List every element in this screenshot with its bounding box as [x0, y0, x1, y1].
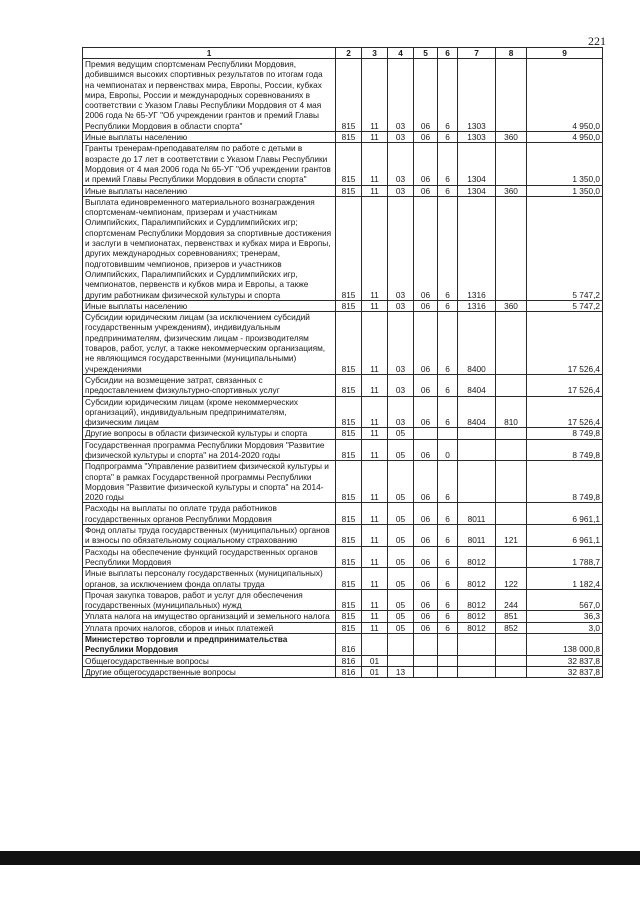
row-code-cell-8: [496, 59, 527, 132]
row-code-cell-7: [458, 634, 496, 656]
row-code-cell-3: 11: [362, 568, 388, 590]
row-code-cell-3: 11: [362, 589, 388, 611]
row-code-cell-4: 03: [388, 196, 414, 300]
row-code-cell-8: [496, 666, 527, 677]
row-amount-cell: 1 182,4: [527, 568, 603, 590]
table-row: [83, 503, 603, 525]
row-name-cell: Иные выплаты персоналу государственных (муниципальных) органов, за исключением фонда оплаты труда: [83, 568, 336, 590]
row-code-cell-6: 6: [438, 185, 458, 196]
row-code-cell-6: 6: [438, 611, 458, 622]
row-code-cell-5: 06: [414, 312, 438, 375]
table-row: [83, 655, 603, 666]
row-name-cell: Субсидии юридическим лицам (за исключением субсидий государственным учреждениям), индивидуальным предпринимателям, физическим лицам - производителям товаров, работ, услуг, а также некоммерческим организациям, не являющимся государственными (муниципальными) учреждениями: [83, 312, 336, 375]
row-code-cell-8: 244: [496, 589, 527, 611]
table-row: [83, 300, 603, 311]
column-header-9: 9: [527, 48, 603, 59]
row-code-cell-5: 06: [414, 196, 438, 300]
row-code-cell-2: 815: [336, 312, 362, 375]
row-code-cell-5: 06: [414, 143, 438, 185]
row-code-cell-8: [496, 196, 527, 300]
row-code-cell-3: 11: [362, 300, 388, 311]
row-code-cell-5: [414, 666, 438, 677]
column-header-1: 1: [83, 48, 336, 59]
row-code-cell-6: 6: [438, 132, 458, 143]
row-code-cell-4: 03: [388, 374, 414, 396]
row-code-cell-3: 11: [362, 525, 388, 547]
row-code-cell-4: 03: [388, 300, 414, 311]
row-code-cell-3: 11: [362, 312, 388, 375]
row-code-cell-2: 815: [336, 300, 362, 311]
row-code-cell-7: 1304: [458, 143, 496, 185]
row-code-cell-4: 05: [388, 428, 414, 439]
row-code-cell-3: 11: [362, 396, 388, 428]
row-name-cell: Прочая закупка товаров, работ и услуг для обеспечения государственных (муниципальных) нужд: [83, 589, 336, 611]
row-code-cell-2: 815: [336, 396, 362, 428]
row-amount-cell: 8 749,8: [527, 428, 603, 439]
row-code-cell-6: [438, 655, 458, 666]
row-code-cell-7: 1316: [458, 300, 496, 311]
column-header-6: 6: [438, 48, 458, 59]
row-code-cell-7: 8012: [458, 568, 496, 590]
row-name-cell: Иные выплаты населению: [83, 132, 336, 143]
row-code-cell-3: 11: [362, 439, 388, 461]
row-code-cell-5: [414, 634, 438, 656]
row-code-cell-6: 0: [438, 439, 458, 461]
row-code-cell-7: 1316: [458, 196, 496, 300]
row-code-cell-5: 06: [414, 185, 438, 196]
row-code-cell-3: [362, 634, 388, 656]
row-code-cell-6: 6: [438, 461, 458, 503]
row-amount-cell: 32 837,8: [527, 655, 603, 666]
row-code-cell-2: 815: [336, 374, 362, 396]
table-row: [83, 312, 603, 375]
row-code-cell-7: 8011: [458, 525, 496, 547]
row-code-cell-6: 6: [438, 396, 458, 428]
row-code-cell-8: [496, 439, 527, 461]
row-code-cell-5: 06: [414, 374, 438, 396]
row-code-cell-7: 8012: [458, 546, 496, 568]
row-code-cell-6: 6: [438, 196, 458, 300]
row-code-cell-3: 11: [362, 546, 388, 568]
column-header-4: 4: [388, 48, 414, 59]
column-header-5: 5: [414, 48, 438, 59]
row-code-cell-4: 05: [388, 503, 414, 525]
row-name-cell: Уплата налога на имущество организаций и земельного налога: [83, 611, 336, 622]
row-code-cell-2: 816: [336, 666, 362, 677]
row-amount-cell: 17 526,4: [527, 396, 603, 428]
row-code-cell-5: 06: [414, 132, 438, 143]
row-code-cell-3: 11: [362, 143, 388, 185]
row-name-cell: Выплата единовременного материального вознаграждения спортсменам-чемпионам, призерам и участникам Олимпийских, Паралимпийских и Сурдлимпийских игр; спортсменам Республики Мордовия за спортивные достижения и заслуги в чемпионатах, первенствах и кубках мира и Европы, других международных соревнованиях; тренерам, подготовившим чемпионов, призеров и участников Олимпийских, Паралимпийских и Сурдлимпийских игр, чемпионатов, первенств и кубков мира и Европы, а также другим работникам физической культуры и спорта: [83, 196, 336, 300]
row-name-cell: Уплата прочих налогов, сборов и иных платежей: [83, 622, 336, 633]
row-code-cell-2: 815: [336, 622, 362, 633]
table-row: [83, 396, 603, 428]
row-code-cell-6: 6: [438, 374, 458, 396]
row-name-cell: Иные выплаты населению: [83, 185, 336, 196]
row-code-cell-4: [388, 634, 414, 656]
row-code-cell-3: 11: [362, 374, 388, 396]
row-code-cell-7: 8404: [458, 374, 496, 396]
row-amount-cell: 4 950,0: [527, 132, 603, 143]
row-code-cell-8: [496, 461, 527, 503]
row-code-cell-6: 6: [438, 525, 458, 547]
row-amount-cell: 6 961,1: [527, 525, 603, 547]
row-code-cell-2: 816: [336, 655, 362, 666]
column-header-7: 7: [458, 48, 496, 59]
scan-edge-bar: [0, 851, 640, 865]
row-code-cell-2: 815: [336, 132, 362, 143]
row-code-cell-2: 815: [336, 568, 362, 590]
row-code-cell-4: 05: [388, 546, 414, 568]
row-code-cell-7: 8011: [458, 503, 496, 525]
row-code-cell-8: 360: [496, 132, 527, 143]
table-row: [83, 622, 603, 633]
row-code-cell-6: 6: [438, 143, 458, 185]
row-code-cell-4: 05: [388, 589, 414, 611]
table-row: [83, 568, 603, 590]
row-amount-cell: 17 526,4: [527, 374, 603, 396]
row-code-cell-4: 03: [388, 59, 414, 132]
row-code-cell-7: [458, 655, 496, 666]
row-code-cell-6: 6: [438, 59, 458, 132]
row-code-cell-5: [414, 655, 438, 666]
row-code-cell-5: 06: [414, 568, 438, 590]
table-row: [83, 611, 603, 622]
row-code-cell-3: 11: [362, 503, 388, 525]
row-name-cell: Подпрограмма "Управление развитием физической культуры и спорта" в рамках Государственной программы Республики Мордовия "Развитие физической культуры и спорта" на 2014-2020 годы: [83, 461, 336, 503]
row-code-cell-6: [438, 666, 458, 677]
row-code-cell-4: 13: [388, 666, 414, 677]
row-code-cell-6: 6: [438, 312, 458, 375]
row-code-cell-4: 05: [388, 439, 414, 461]
row-code-cell-8: [496, 374, 527, 396]
row-code-cell-2: 815: [336, 461, 362, 503]
row-code-cell-4: 05: [388, 611, 414, 622]
table-row: [83, 132, 603, 143]
row-name-cell: Расходы на выплаты по оплате труда работников государственных органов Республики Мордовия: [83, 503, 336, 525]
row-amount-cell: 1 350,0: [527, 185, 603, 196]
table-row: [83, 185, 603, 196]
table-row: [83, 59, 603, 132]
table-row: [83, 666, 603, 677]
column-header-8: 8: [496, 48, 527, 59]
row-amount-cell: 5 747,2: [527, 196, 603, 300]
row-amount-cell: 138 000,8: [527, 634, 603, 656]
row-code-cell-8: [496, 428, 527, 439]
row-code-cell-4: 05: [388, 461, 414, 503]
row-code-cell-5: 06: [414, 611, 438, 622]
row-code-cell-4: [388, 655, 414, 666]
row-code-cell-3: 11: [362, 611, 388, 622]
row-code-cell-3: 11: [362, 59, 388, 132]
row-amount-cell: 1 788,7: [527, 546, 603, 568]
row-code-cell-2: 815: [336, 589, 362, 611]
row-name-cell: Иные выплаты населению: [83, 300, 336, 311]
row-amount-cell: 5 747,2: [527, 300, 603, 311]
row-code-cell-7: [458, 666, 496, 677]
row-code-cell-7: [458, 428, 496, 439]
table-row: [83, 143, 603, 185]
table-row: [83, 196, 603, 300]
row-code-cell-4: 05: [388, 525, 414, 547]
row-code-cell-3: 11: [362, 428, 388, 439]
page-number: 221: [588, 34, 606, 48]
row-code-cell-7: 8400: [458, 312, 496, 375]
row-code-cell-3: 01: [362, 666, 388, 677]
row-code-cell-2: 815: [336, 611, 362, 622]
row-code-cell-4: 05: [388, 568, 414, 590]
row-code-cell-4: 05: [388, 622, 414, 633]
table-row: [83, 634, 603, 656]
row-code-cell-3: 01: [362, 655, 388, 666]
row-code-cell-8: 360: [496, 185, 527, 196]
row-code-cell-6: [438, 634, 458, 656]
table-row: [83, 428, 603, 439]
row-amount-cell: 4 950,0: [527, 59, 603, 132]
row-code-cell-5: 06: [414, 396, 438, 428]
row-name-cell: Другие вопросы в области физической культуры и спорта: [83, 428, 336, 439]
row-code-cell-4: 03: [388, 143, 414, 185]
row-code-cell-5: 06: [414, 59, 438, 132]
row-code-cell-4: 03: [388, 396, 414, 428]
row-code-cell-6: 6: [438, 546, 458, 568]
row-code-cell-5: 06: [414, 439, 438, 461]
row-code-cell-8: [496, 634, 527, 656]
row-code-cell-4: 03: [388, 312, 414, 375]
row-code-cell-4: 03: [388, 132, 414, 143]
row-name-cell: Фонд оплаты труда государственных (муниципальных) органов и взносы по обязательному социальному страхованию: [83, 525, 336, 547]
row-amount-cell: 36,3: [527, 611, 603, 622]
row-code-cell-7: 8012: [458, 611, 496, 622]
row-code-cell-5: 06: [414, 503, 438, 525]
row-amount-cell: 3,0: [527, 622, 603, 633]
row-code-cell-3: 11: [362, 461, 388, 503]
row-code-cell-6: 6: [438, 568, 458, 590]
row-code-cell-7: 8012: [458, 589, 496, 611]
row-code-cell-2: 815: [336, 525, 362, 547]
row-code-cell-4: 03: [388, 185, 414, 196]
row-code-cell-2: 816: [336, 634, 362, 656]
row-code-cell-7: 1304: [458, 185, 496, 196]
table-row: [83, 374, 603, 396]
row-code-cell-2: 815: [336, 503, 362, 525]
row-code-cell-7: 1303: [458, 59, 496, 132]
row-code-cell-7: 8012: [458, 622, 496, 633]
table-row: [83, 589, 603, 611]
row-code-cell-2: 815: [336, 546, 362, 568]
row-name-cell: Общегосударственные вопросы: [83, 655, 336, 666]
row-name-cell: Субсидии юридическим лицам (кроме некоммерческих организаций), индивидуальным предпринимателям, физическим лицам: [83, 396, 336, 428]
column-header-2: 2: [336, 48, 362, 59]
row-name-cell: Премия ведущим спортсменам Республики Мордовия, добившимся высоких спортивных результатов по итогам года на чемпионатах и первенствах мира, Европы, России, кубках мира, Европы, России и международных соревнованиях в соответствии с Указом Главы Республики Мордовия от 4 мая 2006 года № 65-УГ "Об учреждении грантов и премий Главы Республики Мордовия в области спорта": [83, 59, 336, 132]
row-name-cell: Министерство торговли и предпринимательства Республики Мордовия: [83, 634, 336, 656]
row-code-cell-5: 06: [414, 589, 438, 611]
row-name-cell: Другие общегосударственные вопросы: [83, 666, 336, 677]
row-code-cell-7: [458, 439, 496, 461]
row-code-cell-3: 11: [362, 196, 388, 300]
row-amount-cell: 8 749,8: [527, 461, 603, 503]
budget-table: [82, 47, 603, 678]
row-code-cell-6: [438, 428, 458, 439]
row-code-cell-5: 06: [414, 622, 438, 633]
row-code-cell-8: 852: [496, 622, 527, 633]
table-header: [83, 48, 603, 59]
row-code-cell-5: 06: [414, 461, 438, 503]
row-code-cell-6: 6: [438, 622, 458, 633]
table-row: [83, 525, 603, 547]
row-code-cell-8: 122: [496, 568, 527, 590]
row-code-cell-5: 06: [414, 525, 438, 547]
row-code-cell-2: 815: [336, 196, 362, 300]
row-name-cell: Расходы на обеспечение функций государственных органов Республики Мордовия: [83, 546, 336, 568]
row-amount-cell: 1 350,0: [527, 143, 603, 185]
table-body: [83, 59, 603, 678]
column-header-3: 3: [362, 48, 388, 59]
row-code-cell-2: 815: [336, 143, 362, 185]
row-code-cell-3: 11: [362, 185, 388, 196]
row-code-cell-2: 815: [336, 439, 362, 461]
row-code-cell-8: 121: [496, 525, 527, 547]
row-code-cell-7: 8404: [458, 396, 496, 428]
row-code-cell-5: [414, 428, 438, 439]
row-amount-cell: 6 961,1: [527, 503, 603, 525]
row-name-cell: Гранты тренерам-преподавателям по работе с детьми в возрасте до 17 лет в соответствии с Указом Главы Республики Мордовия от 4 мая 2006 года № 65-УГ "Об учреждении грантов и премий Главы Республики Мордовия в области спорта": [83, 143, 336, 185]
row-code-cell-8: 360: [496, 300, 527, 311]
row-code-cell-5: 06: [414, 300, 438, 311]
row-code-cell-2: 815: [336, 428, 362, 439]
row-amount-cell: 32 837,8: [527, 666, 603, 677]
row-code-cell-6: 6: [438, 589, 458, 611]
row-code-cell-8: 851: [496, 611, 527, 622]
table-row: [83, 439, 603, 461]
row-code-cell-2: 815: [336, 59, 362, 132]
row-code-cell-8: [496, 312, 527, 375]
row-code-cell-5: 06: [414, 546, 438, 568]
row-name-cell: Государственная программа Республики Мордовия "Развитие физической культуры и спорта" на 2014-2020 годы: [83, 439, 336, 461]
table-row: [83, 461, 603, 503]
table-row: [83, 546, 603, 568]
row-code-cell-8: [496, 546, 527, 568]
row-code-cell-3: 11: [362, 132, 388, 143]
row-code-cell-3: 11: [362, 622, 388, 633]
row-code-cell-6: 6: [438, 300, 458, 311]
row-amount-cell: 17 526,4: [527, 312, 603, 375]
row-amount-cell: 8 749,8: [527, 439, 603, 461]
row-code-cell-6: 6: [438, 503, 458, 525]
row-code-cell-8: [496, 143, 527, 185]
row-code-cell-8: 810: [496, 396, 527, 428]
row-code-cell-7: [458, 461, 496, 503]
row-code-cell-8: [496, 655, 527, 666]
row-code-cell-2: 815: [336, 185, 362, 196]
row-name-cell: Субсидии на возмещение затрат, связанных с предоставлением физкультурно-спортивных услуг: [83, 374, 336, 396]
row-code-cell-8: [496, 503, 527, 525]
row-amount-cell: 567,0: [527, 589, 603, 611]
row-code-cell-7: 1303: [458, 132, 496, 143]
